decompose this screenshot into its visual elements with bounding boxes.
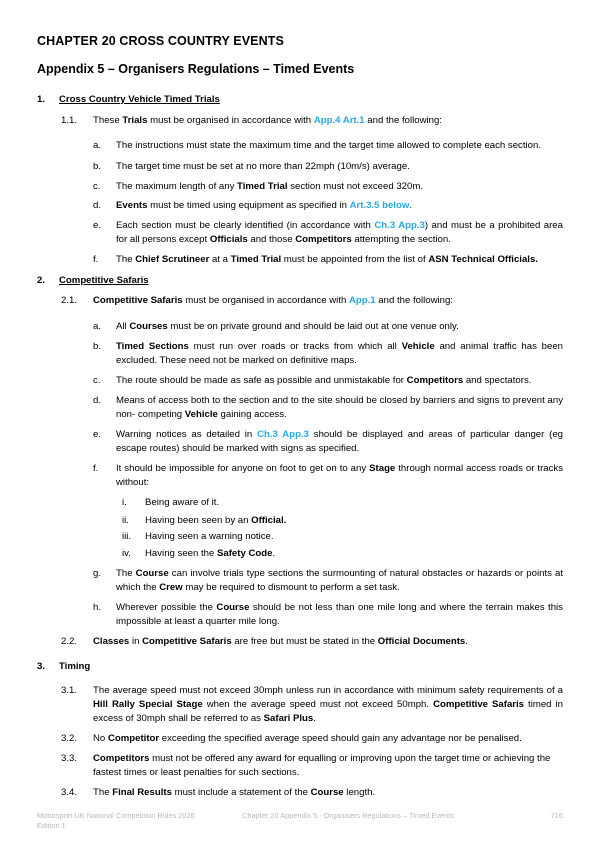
paragraph-3-3: 3.3. Competitors must not be offered any award for equalling or improving upon the target time or achieving the fastest times or least penalties for such sections. <box>61 753 551 778</box>
paragraph-1-1 <box>61 114 563 128</box>
section-heading-3 <box>37 661 90 672</box>
paragraph-2-2: 2.2. Classes in Competitive Safaris are free but must be stated in the Official Documents. <box>61 636 468 647</box>
paragraph-3-4: 3.4. The Final Results must include a statement of the Course length. <box>61 787 376 798</box>
list-item-1c: c. The maximum length of any Timed Trial section must not exceed 320m. <box>93 181 423 192</box>
section-title: Cross Country Vehicle Timed Trials <box>59 94 220 105</box>
list-item-1e: e. Each section must be clearly identified (in accordance with Ch.3 App.3) and must be a prohibited area for all persons except Officials and those Competitors attempting the section. <box>93 220 563 245</box>
paragraph-3-2: 3.2. No Competitor exceeding the specified average speed should gain any advantage nor be penalised. <box>61 733 522 744</box>
paragraph-3-1: 3.1. The average speed must not exceed 30mph unless run in accordance with minimum safety requirements of a Hill Rally Special Stage when the average speed must not exceed 50mph. Competitive Safaris timed in excess of 30mph shall be referred to as Safari Plus. <box>61 685 563 724</box>
appendix-title: Appendix 5 – Organisers Regulations – Timed Events <box>37 62 355 76</box>
footer-chapter: Chapter 20 Appendix 5 - Organisers Regulations – Timed Events <box>242 811 454 820</box>
list-item-2c: c. The route should be made as safe as possible and unmistakable for Competitors and spectators. <box>93 375 532 386</box>
list-item-1d: d. Events must be timed using equipment as specified in Art.3.5 below. <box>93 200 412 211</box>
list-item-2d: d. Means of access both to the section and to the site should be closed by barriers and signs to prevent any non- competing Vehicle gaining access. <box>93 395 563 420</box>
sub-item-2f-iii: iii. Having seen a warning notice. <box>122 531 274 542</box>
cross-reference-link[interactable]: Ch.3 App.3 <box>374 220 425 231</box>
section-number: 1. <box>37 94 46 105</box>
list-item-1f: f. The Chief Scrutineer at a Timed Trial must be appointed from the list of ASN Technical Officials. <box>93 254 538 265</box>
section-heading-1 <box>37 94 220 105</box>
list-item-2g: g. The Course can involve trials type sections the surmounting of natural obstacles or hazards or points at which the Crew may be required to dismount to perform a set task. <box>93 568 563 593</box>
section-title: Timing <box>59 661 91 672</box>
footer-publication <box>37 811 195 831</box>
sub-item-2f-i: i. Being aware of it. <box>122 497 220 508</box>
list-item-2a: a. All Courses must be on private ground and should be laid out at one venue only. <box>93 321 459 332</box>
section-title: Competitive Safaris <box>59 275 149 286</box>
list-item-2h: h. Wherever possible the Course should be not less than one mile long and where the terrain makes this impossible at least a quarter mile long. <box>93 602 563 627</box>
list-item-1a: a. The instructions must state the maximum time and the target time allowed to complete each section. <box>93 140 541 151</box>
list-item-2b: b. Timed Sections must run over roads or tracks from which all Vehicle and animal traffic has been excluded. These need not be marked on definitive maps. <box>93 341 564 366</box>
cross-reference-link[interactable]: Art.3.5 below <box>349 200 410 211</box>
section-number: 2. <box>37 275 46 286</box>
paragraph-text: These Trials must be organised in accordance with App.4 Art.1 and the following: <box>93 115 442 126</box>
list-item-2f: f. It should be impossible for anyone on foot to get on to any Stage through normal access roads or tracks without: <box>93 463 563 488</box>
cross-reference-link[interactable]: App.1 <box>348 295 376 306</box>
footer-edition: Edition 1 <box>37 821 66 830</box>
cross-reference-link[interactable]: Ch.3 App.3 <box>257 429 309 440</box>
footer-rulebook: Motorsport UK National Competition Rules 2026 <box>37 811 195 820</box>
paragraph-number: 1.1. <box>61 115 78 126</box>
section-heading-2 <box>37 275 149 286</box>
list-item-2e: e. Warning notices as detailed in Ch.3 App.3 should be displayed and areas of particular danger (eg escape routes) should be marked with signs as specified. <box>93 429 563 454</box>
sub-item-2f-iv: iv. Having seen the Safety Code. <box>122 548 276 559</box>
paragraph-2-1: 2.1. Competitive Safaris must be organised in accordance with App.1 and the following: <box>61 295 453 306</box>
page-number: 716 <box>550 811 563 820</box>
sub-item-2f-ii: ii. Having been seen by an Official. <box>122 515 287 526</box>
cross-reference-link[interactable]: App.4 Art.1 <box>313 115 365 126</box>
list-item-1b: b. The target time must be set at no more than 22mph (10m/s) average. <box>93 161 410 172</box>
chapter-title: CHAPTER 20 CROSS COUNTRY EVENTS <box>37 34 284 48</box>
section-number: 3. <box>37 661 46 672</box>
